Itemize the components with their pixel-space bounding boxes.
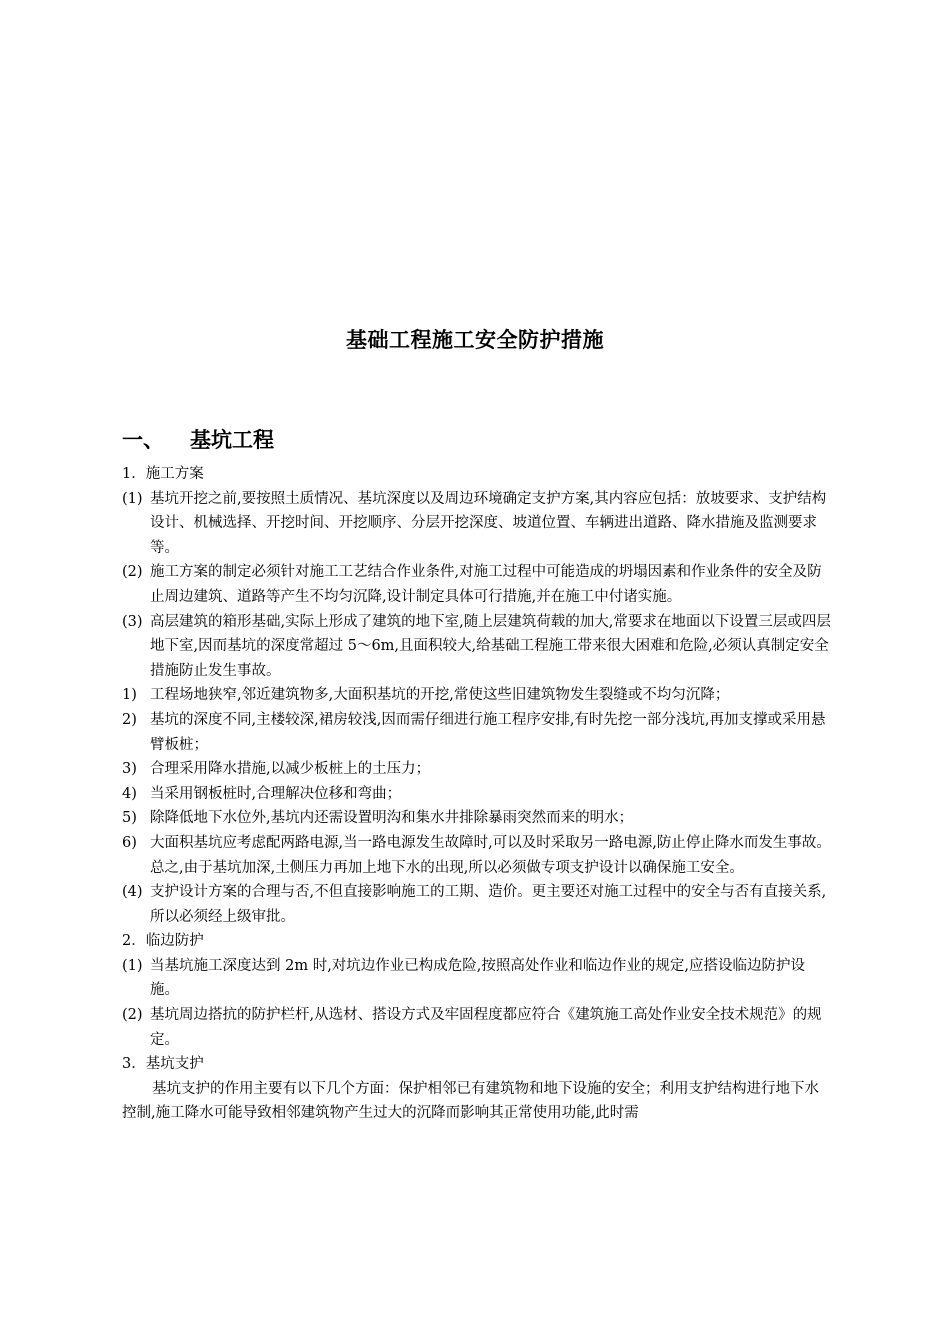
list-item-text: 施工方案的制定必须针对施工工艺结合作业条件,对施工过程中可能造成的坍塌因素和作业条件的安全及防止周边建筑、道路等产生不均匀沉降,设计制定具体可行措施,并在施工中付诸实施。 xyxy=(150,564,822,605)
list-item-text: 合理采用降水措施,以减少板桩上的土压力； xyxy=(150,761,431,778)
list-item-text: 基坑开挖之前,要按照土质情况、基坑深度以及周边环境确定支护方案,其内容应包括：放坡要求、支护结构设计、机械选择、开挖时间、开挖顺序、分层开挖深度、坡道位置、车辆进出道路、降水措施及监测要求等。 xyxy=(150,490,827,556)
list-item-text: 工程场地狭窄,邻近建筑物多,大面积基坑的开挖,常使这些旧建筑物发生裂缝或不均匀沉降； xyxy=(150,687,730,704)
list-item-label: 1) xyxy=(122,687,137,704)
list-item-text: 支护设计方案的合理与否,不但直接影响施工的工期、造价。更主要还对施工过程中的安全与否有直接关系,所以必须经上级审批。 xyxy=(150,884,827,925)
section-heading-text: 基坑工程 xyxy=(190,428,274,452)
list-item-text: 当采用钢板桩时,合理解决位移和弯曲； xyxy=(150,785,402,802)
subsection-title: 2．临边防护 xyxy=(122,933,204,950)
subsection-title: 3．基坑支护 xyxy=(122,1056,204,1073)
list-item xyxy=(122,757,832,782)
list-item xyxy=(122,610,832,684)
page-title: 基础工程施工安全防护措施 xyxy=(346,328,604,352)
list-item-label: (1) xyxy=(122,490,143,507)
list-item xyxy=(122,831,832,856)
list-item-label: 5) xyxy=(122,810,137,827)
document-body xyxy=(122,462,832,1126)
list-item xyxy=(122,708,832,757)
list-item-label: 4) xyxy=(122,785,137,802)
list-item xyxy=(122,880,832,929)
subsection-title: 1．施工方案 xyxy=(122,466,204,482)
list-item xyxy=(122,560,832,609)
list-item xyxy=(122,782,832,807)
list-item xyxy=(122,806,832,831)
summary-paragraph: 总之,由于基坑加深,土侧压力再加上地下水的出现,所以必须做专项支护设计以确保施工安全。 xyxy=(150,859,744,876)
list-item xyxy=(122,954,832,1003)
list-item-text: 高层建筑的箱形基础,实际上形成了建筑的地下室,随上层建筑荷载的加大,常要求在地面以下设置三层或四层地下室,因而基坑的深度常超过 5～6m,且面积较大,给基础工程施工带来很大困难和危险,必须认真制定安全措施防止发生事故。 xyxy=(150,613,831,679)
list-item-text: 基坑周边搭抗的防护栏杆,从选材、搭设方式及牢固程度都应符合《建筑施工高处作业安全技术规范》的规定。 xyxy=(150,1007,822,1048)
list-item-label: (3) xyxy=(122,613,143,630)
list-item-label: (4) xyxy=(122,884,143,901)
list-item-label: 3) xyxy=(122,761,137,778)
list-item-text: 除降低地下水位外,基坑内还需设置明沟和集水井排除暴雨突然而来的明水； xyxy=(150,810,634,827)
list-item-text: 大面积基坑应考虑配两路电源,当一路电源发生故障时,可以及时采取另一路电源,防止停止降水而发生事故。 xyxy=(150,834,831,851)
list-item-label: (1) xyxy=(122,957,143,974)
section-heading xyxy=(122,424,274,454)
list-item-label: (2) xyxy=(122,1007,143,1024)
list-item xyxy=(122,1003,832,1052)
list-item xyxy=(122,487,832,561)
list-item-label: (2) xyxy=(122,564,143,581)
list-item xyxy=(122,683,832,708)
list-item-text: 当基坑施工深度达到 2m 时,对坑边作业已构成危险,按照高处作业和临边作业的规定,应搭设临边防护设施。 xyxy=(150,957,806,999)
list-item-label: 2) xyxy=(122,711,137,728)
list-item-label: 6) xyxy=(122,834,137,851)
body-paragraph: 基坑支护的作用主要有以下几个方面：保护相邻已有建筑物和地下设施的安全；利用支护结构进行地下水控制,施工降水可能导致相邻建筑物产生过大的沉降而影响其正常使用功能,此时需 xyxy=(122,1080,819,1122)
list-item-text: 基坑的深度不同,主楼较深,裙房较浅,因而需仔细进行施工程序安排,有时先挖一部分浅坑,再加支撑或采用悬臂板桩； xyxy=(150,711,826,753)
section-heading-number: 一、 xyxy=(122,428,164,452)
